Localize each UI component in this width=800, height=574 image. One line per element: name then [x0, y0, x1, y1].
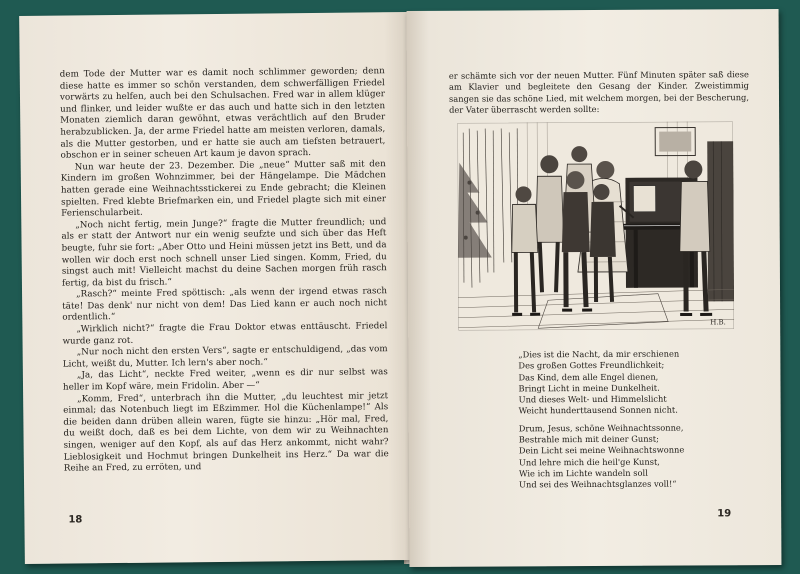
poem-line: „Dies ist die Nacht, da mir erschienen: [518, 348, 680, 360]
poem-line: Bestrahle mich mit deiner Gunst;: [518, 433, 659, 445]
page-number-right: 19: [717, 508, 732, 520]
poem-line: Weicht hunderttausend Sonnen nicht.: [518, 405, 678, 416]
right-page-intro: [449, 69, 749, 116]
left-page: [19, 12, 413, 564]
paragraph: „Komm, Fred“, unterbrach ihn die Mutter, „du leuchtest mir jetzt einmal; das Notenbuch liegt im Eßzimmer. Hol die Küchenlampe!“ Als die beiden dann drüben allein waren, fügte sie hinzu: „Hör mal, Fred, du weißt doch, daß es bei dem Lichte, von dem wir zu Weihnachten singen, weniger auf den Kopf, als auf das Herz ankommt, nicht wahr? Lieblosigkeit und Hochmut bringen Dunkelheit ins Herz.“ Da war die Reihe an Fred, zu erröten, und: [63, 390, 389, 474]
poem-line: Wie ich im Lichte wandeln soll: [518, 467, 648, 479]
paragraph: er schämte sich vor der neuen Mutter. Fünf Minuten später saß diese am Klavier und begleitete den Gesang der Kinder. Zweistimmig sangen sie das schöne Lied, mit welchem morgen, bei der Bescherung, der Vater überrascht werden sollte:: [448, 69, 750, 115]
paragraph: „Ja, das Licht“, neckte Fred weiter, „wenn es dir nur selbst was heller im Kopf wäre, mein Fridolin. Aber —“: [62, 367, 388, 393]
paragraph: „Noch nicht fertig, mein Junge?“ fragte die Mutter freundlich; und als er statt der Antwort nur ein wenig seufzte und sich über das Heft beugte, fuhr sie fort: „Aber Otto und Heini müssen jetzt ins Bett, und da wollen wir doch erst noch schnell unser Lied singen. Komm, Fried, du singst auch mit! Vielleicht machst du deine Sachen morgen früh rasch fertig, da bist du frisch.“: [61, 216, 387, 289]
illustration-signature: H.B.: [710, 318, 726, 327]
poem-line: Bringt Licht in meine Dunkelheit.: [518, 382, 660, 394]
poem-stanza: [518, 348, 738, 417]
poem-line: Des großen Gottes Freundlichkeit;: [518, 359, 665, 371]
paragraph: „Rasch?“ meinte Fred spöttisch: „als wenn der irgend etwas rasch täte! Das denk' nur nicht von dem! Das Lied kann er auch noch nicht ordentlich.“: [62, 286, 388, 324]
right-page: [407, 9, 782, 567]
paragraph: „Wirklich nicht?“ fragte die Frau Doktor etwas enttäuscht. Friedel wurde ganz rot.: [62, 321, 388, 347]
paragraph: „Nur noch nicht den ersten Vers“, sagte er entschuldigend, „das vom Licht, weißt du, Mutter. Ich lern's aber noch.“: [62, 344, 388, 370]
poem: [518, 348, 739, 497]
left-page-text: [60, 66, 389, 475]
poem-line: Drum, Jesus, schöne Weihnachtssonne,: [518, 422, 684, 434]
poem-line: Dein Licht sei meine Weihnachtswonne: [518, 444, 685, 456]
poem-stanza: [519, 422, 739, 491]
page-number-left: 18: [68, 514, 83, 526]
paragraph: dem Tode der Mutter war es damit noch schlimmer geworden; denn diese hatte es immer so schön verstanden, dem schwerfälligen Friedel vorwärts zu helfen, auch bei den Schulsachen. Fred war in allem klüger und flinker, und leider wußte er das auch und hatte sich in den letzten Monaten ziemlich daran gewöhnt, etwas verächtlich auf den Bruder herabzublicken. Ja, der arme Friedel hatte am meisten verloren, damals, als die Mutter gestorben, und er hatte sie auch am tiefsten betrauert, obschon er in seiner scheuen Art kaum je davon sprach.: [59, 66, 386, 161]
poem-line: Und lehre mich die heil'ge Kunst,: [518, 456, 660, 468]
family-singing-illustration: [457, 121, 734, 330]
poem-line: Und sei des Weihnachtsglanzes voll!“: [519, 478, 677, 490]
paragraph: Nun war heute der 23. Dezember. Die „neue“ Mutter saß mit den Kindern im großen Wohnzimmer, bei der Hängelampe. Die Mädchen hatten gerade eine Weihnachtsstickerei zu Ende gebracht; die Kleinen spielten. Fred klebte Briefmarken ein, und Friedel plagte sich mit einer Ferienschularbeit.: [60, 158, 387, 219]
poem-line: Und dieses Welt- und Himmelslicht: [518, 393, 667, 405]
poem-line: Das Kind, dem alle Engel dienen,: [518, 371, 659, 382]
